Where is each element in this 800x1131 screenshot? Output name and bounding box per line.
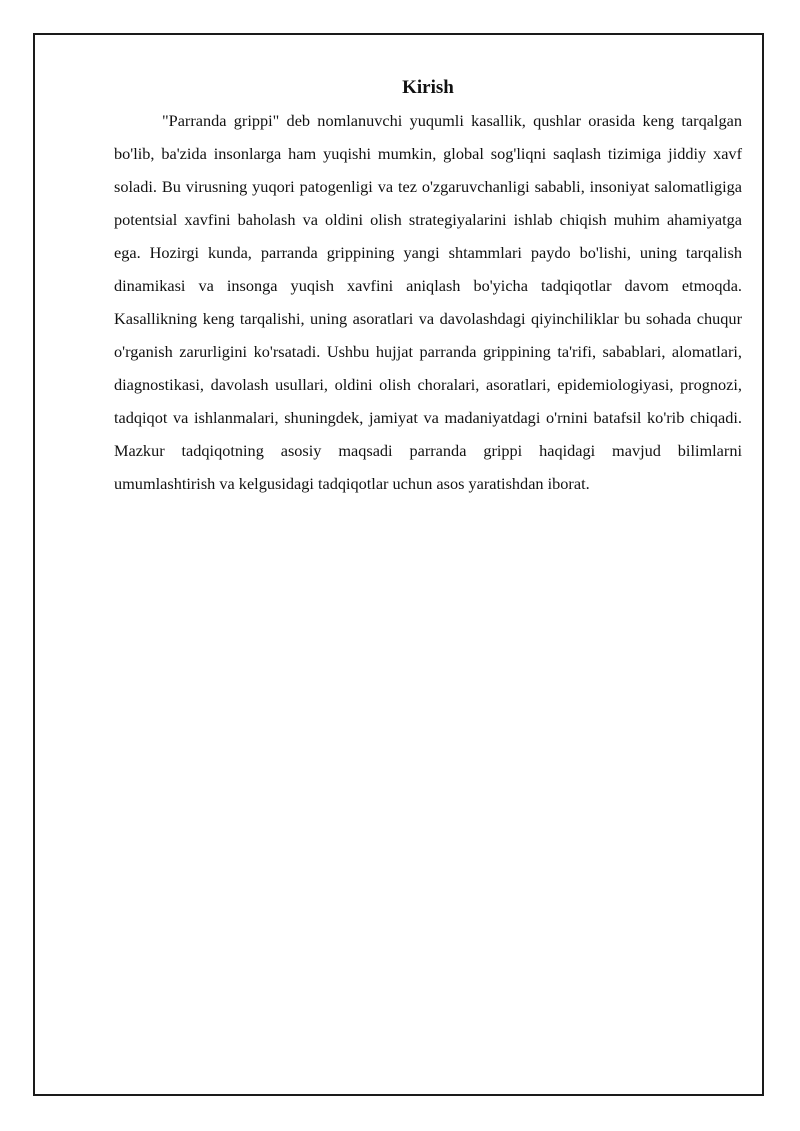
section-heading: Kirish	[402, 77, 454, 98]
document-body	[114, 76, 742, 500]
intro-paragraph: "Parranda grippi" deb nomlanuvchi yuqumli kasallik, qushlar orasida keng tarqalgan bo'lib, ba'zida insonlarga ham yuqishi mumkin, global sog'liqni saqlash tizimiga jiddiy xavf soladi. Bu virusning yuqori patogenligi va tez o'zgaruvchanligi sababli, insoniyat salomatligiga potentsial xavfini baholash va oldini olish strategiyalarini ishlab chiqish muhim ahamiyatga ega. Hozirgi kunda, parranda grippining yangi shtammlari paydo bo'lishi, uning tarqalish dinamikasi va insonga yuqish xavfini aniqlash bo'yicha tadqiqotlar davom etmoqda. Kasallikning keng tarqalishi, uning asoratlari va davolashdagi qiyinchiliklar bu sohada chuqur o'rganish zarurligini ko'rsatadi. Ushbu hujjat parranda grippining ta'rifi, sabablari, alomatlari, diagnostikasi, davolash usullari, oldini olish choralari, asoratlari, epidemiologiyasi, prognozi, tadqiqot va ishlanmalari, shuningdek, jamiyat va madaniyatdagi o'rnini batafsil ko'rib chiqadi. Mazkur tadqiqotning asosiy maqsadi parranda grippi haqidagi mavjud bilimlarni umumlashtirish va kelgusidagi tadqiqotlar uchun asos yaratishdan iborat.	[114, 111, 742, 493]
